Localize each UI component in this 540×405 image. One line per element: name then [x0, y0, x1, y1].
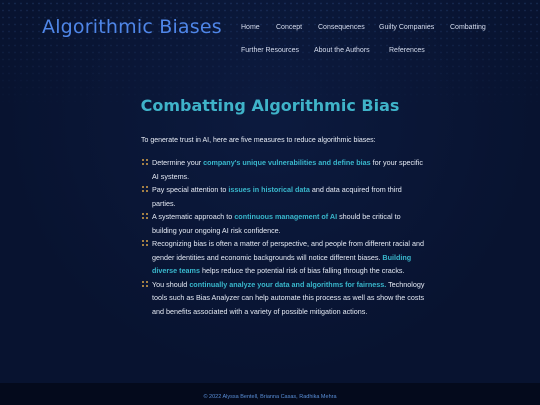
bullet-icon: [142, 186, 148, 192]
nav-home[interactable]: Home: [241, 24, 260, 31]
item-text: should be critical to building your ongoing AI risk confidence.: [152, 212, 401, 235]
item-highlight: continuous management of AI: [234, 212, 338, 221]
nav-consequences[interactable]: Consequences: [318, 24, 365, 31]
footer: [0, 383, 540, 405]
item-highlight: Building diverse teams: [152, 252, 412, 275]
item-text: A systematic approach to: [152, 212, 235, 221]
nav-further-resources[interactable]: Further Resources: [241, 47, 299, 54]
list-item: [141, 237, 426, 278]
nav-combatting[interactable]: Combatting: [450, 24, 486, 31]
list-item: [141, 183, 426, 210]
nav-concept[interactable]: Concept: [276, 24, 303, 31]
bullet-icon: [142, 213, 148, 219]
item-text: Recognizing bias is often a matter of perspective, and people from different racial and gender identities and economic backgrounds will notice different biases.: [152, 239, 424, 262]
intro-text: To generate trust in AI, here are five measures to reduce algorithmic biases:: [141, 137, 376, 144]
item-text: Pay special attention to: [152, 185, 229, 194]
item-highlight: issues in historical data: [228, 185, 310, 194]
bullet-icon: [142, 281, 148, 287]
item-text: Technology tools such as Bias Analyzer can help automate this process as well as show the costs and benefits associated with a variety of possible mitigation actions.: [152, 279, 425, 316]
item-text: helps reduce the potential risk of bias falling through the cracks.: [199, 266, 405, 275]
item-highlight: continually analyze your data and algorithms for fairness.: [189, 279, 387, 289]
item-highlight: company's unique vulnerabilities and define bias: [203, 158, 371, 167]
nav-guilty-companies[interactable]: Guilty Companies: [379, 24, 435, 31]
item-text: You should: [152, 279, 190, 289]
bullet-icon: [142, 240, 148, 246]
item-text: and data acquired from third parties.: [152, 185, 402, 208]
site-logo[interactable]: Algorithmic Biases: [42, 16, 222, 38]
nav-references[interactable]: References: [389, 47, 425, 54]
page-title: Combatting Algorithmic Bias: [140, 96, 400, 115]
list-item: [141, 210, 426, 237]
bullet-icon: [142, 159, 148, 165]
copyright-text: © 2022 Alyssa Bentell, Brianna Casas, Radhika Mehra: [203, 394, 337, 400]
list-item: [141, 156, 426, 183]
nav-about-authors[interactable]: About the Authors: [314, 47, 370, 54]
item-text: for your specific AI systems.: [152, 158, 423, 181]
item-text: Determine your: [152, 158, 204, 167]
measures-list: [141, 156, 426, 318]
list-item: [141, 278, 426, 319]
